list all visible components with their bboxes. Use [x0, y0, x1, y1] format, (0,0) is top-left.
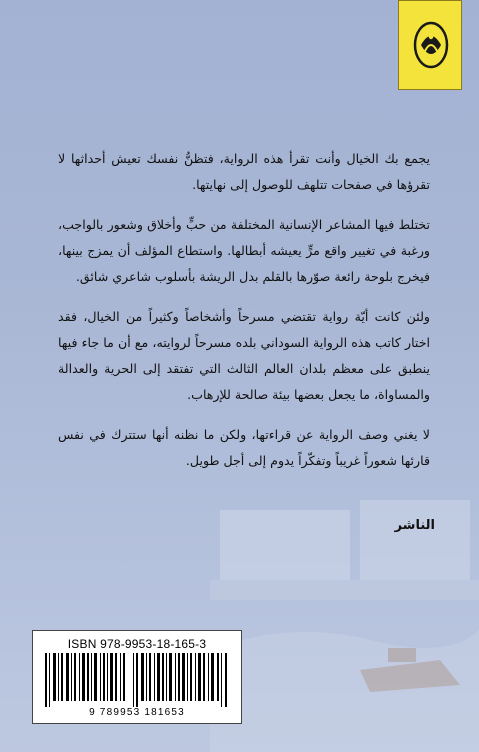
blurb-paragraph-2: تختلط فيها المشاعر الإنسانية المختلفة من حبٍّ وأخلاق وشعور بالواجب، ورغبة في تغيير واقع مرٍّ يعيشه أبطالها. واستطاع المؤلف أن يمزج بينها، فيخرج بلوحة رائعة صوّرها بالقلم بدل الريشة بأسلوب شاعري شائق.: [58, 217, 430, 284]
blurb-paragraph-4: لا يغني وصف الرواية عن قراءتها، ولكن ما نظنه أنها ستترك في نفس قارئها شعوراً غريباً وتفكّراً يدوم إلى أجل طويل.: [58, 427, 430, 468]
blurb-paragraph-1: يجمع بك الخيال وأنت تقرأ هذه الرواية، فتظنُّ نفسك تعيش أحداثها لا تقرؤها في صفحات تتلهف للوصول إلى نهايتها.: [58, 151, 430, 192]
barcode-digits: 9 789953 181653: [89, 707, 185, 718]
publisher-logo: [398, 0, 462, 90]
publisher-emblem-icon: [407, 15, 455, 75]
publisher-signature: الناشر: [394, 518, 435, 533]
barcode-bars: [45, 653, 231, 707]
blurb-text: [58, 146, 430, 488]
background-photo: [210, 470, 479, 752]
barcode-box: [32, 630, 242, 724]
blurb-paragraph-3: ولئن كانت أيّة رواية تقتضي مسرحاً وأشخاصاً وكثيراً من الخيال، فقد اختار كاتب هذه الرواية السوداني بلده مسرحاً لروايته، مع أن ما جاء فيها ينطبق على معظم بلدان العالم الثالث التي تفتقد إلى الحرية والعدالة والمساواة، ما يجعل بعضها بيئة صالحة للإرهاب.: [58, 309, 430, 402]
isbn-label: ISBN 978-9953-18-165-3: [67, 637, 207, 651]
